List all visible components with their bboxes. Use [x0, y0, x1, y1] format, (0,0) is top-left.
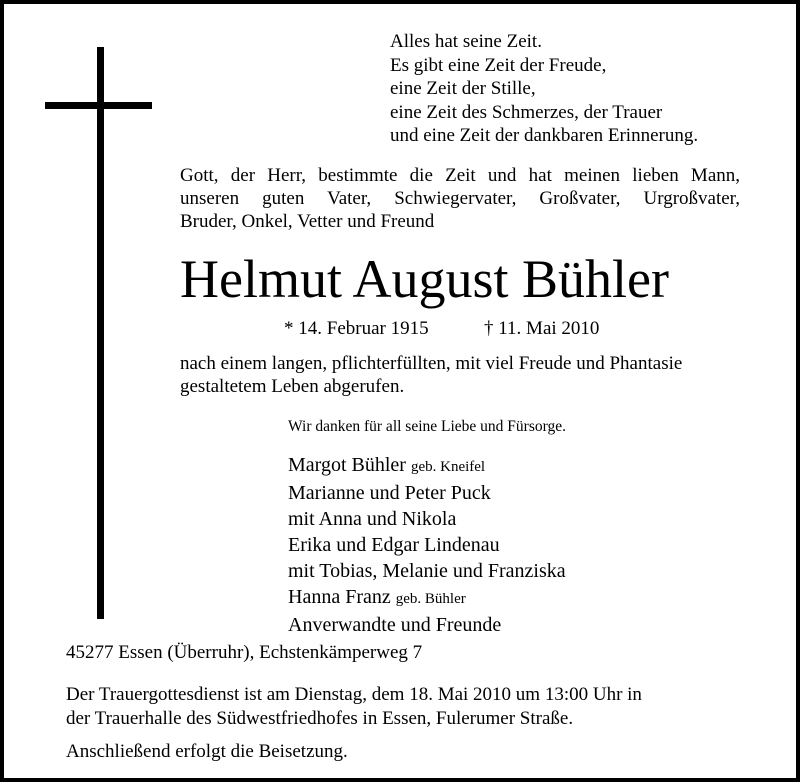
burial-note: Anschließend erfolgt die Beisetzung. [66, 741, 348, 762]
service-info [66, 683, 642, 730]
family-member-name: Hanna Franz [288, 586, 391, 608]
family-member [288, 558, 566, 584]
intro-line: unseren guten Vater, Schwiegervater, Großvater, Urgroßvater, [180, 188, 740, 209]
cross-icon-horizontal-beam [45, 102, 152, 109]
intro-line: Gott, der Herr, bestimmte die Zeit und hat meinen lieben Mann, [180, 165, 740, 186]
poem-line: Es gibt eine Zeit der Freude, [390, 54, 607, 76]
poem-line: eine Zeit des Schmerzes, der Trauer [390, 101, 663, 123]
service-line: der Trauerhalle des Südwestfriedhofes in Essen, Fulerumer Straße. [66, 707, 574, 729]
intro-text [180, 164, 740, 233]
birth-date: * 14. Februar 1915 [284, 318, 429, 339]
family-member-name: Anverwandte und Freunde [288, 614, 502, 636]
poem-line: und eine Zeit der dankbaren Erinnerung. [390, 125, 699, 146]
cross-icon-vertical-beam [97, 47, 104, 619]
family-member [288, 532, 566, 558]
deceased-name: Helmut August Bühler [180, 249, 669, 309]
summary-line: gestaltetem Leben abgerufen. [180, 376, 405, 397]
life-summary [180, 352, 682, 398]
poem [390, 30, 698, 148]
intro-line: Bruder, Onkel, Vetter und Freund [180, 211, 435, 232]
service-line: Der Trauergottesdienst ist am Dienstag, dem 18. Mai 2010 um 13:00 Uhr in [66, 684, 642, 705]
family-member [288, 480, 566, 506]
family-member-note: geb. Kneifel [410, 459, 486, 475]
poem-line: Alles hat seine Zeit. [390, 31, 542, 52]
family-member-note: geb. Bühler [395, 591, 466, 607]
thanks-note: Wir danken für all seine Liebe und Fürsorge. [288, 418, 567, 435]
family-member-name: mit Tobias, Melanie und Franziska [288, 560, 566, 582]
death-date: † 11. Mai 2010 [484, 318, 600, 339]
family-member [288, 506, 566, 532]
family-list [288, 452, 566, 638]
family-member-name: Marianne und Peter Puck [288, 482, 491, 504]
family-member [288, 612, 566, 638]
family-member [288, 452, 566, 480]
poem-line: eine Zeit der Stille, [390, 78, 536, 99]
family-member-name: Erika und Edgar Lindenau [288, 534, 500, 556]
family-member [288, 584, 566, 612]
family-member-name: Margot Bühler [288, 454, 406, 476]
mourner-address: 45277 Essen (Überruhr), Echstenkämperweg 7 [66, 642, 423, 663]
summary-line: nach einem langen, pflichterfüllten, mit viel Freude und Phantasie [180, 353, 683, 374]
family-member-name: mit Anna und Nikola [288, 508, 457, 530]
